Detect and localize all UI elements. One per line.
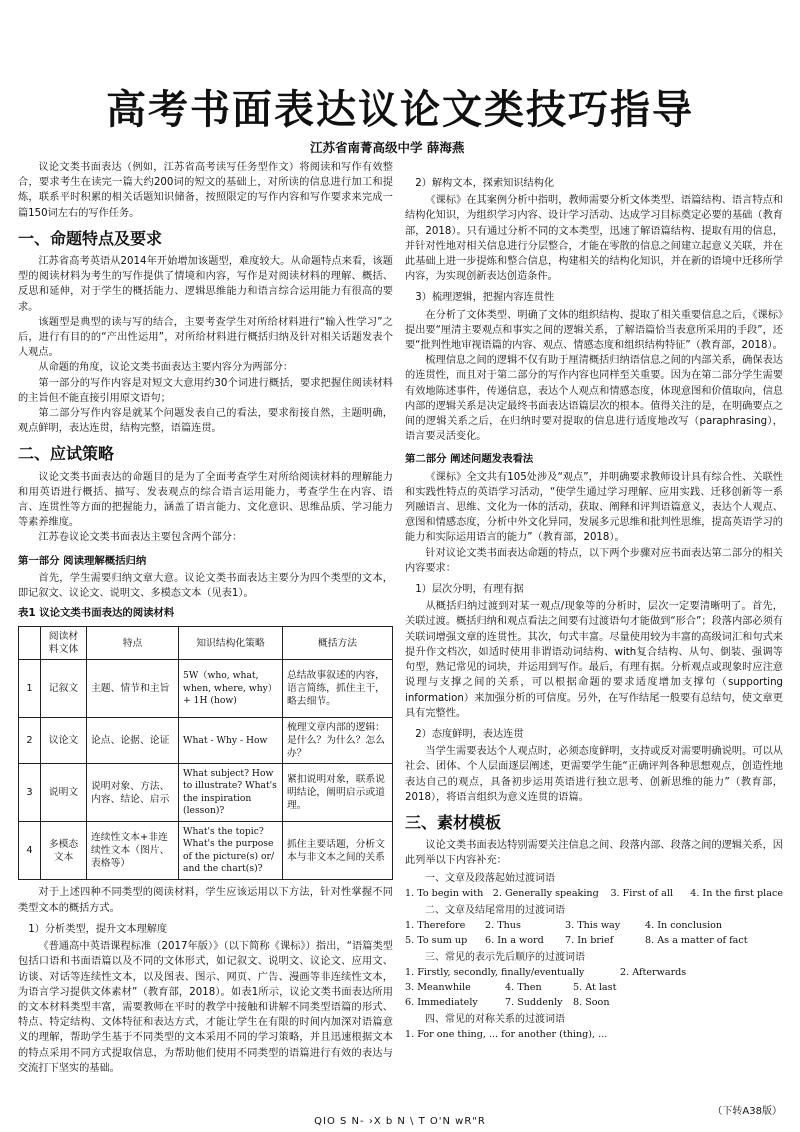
list-row xyxy=(405,933,783,948)
section-heading-1: 一、命题特点及要求 xyxy=(18,228,163,248)
table-cell: 3 xyxy=(19,764,41,822)
paragraph: 在分析了文体类型、明确了文体的组织结构、提取了相关重要信息之后，《课标》提出要“厘清主要观点和事实之间的逻辑关系，了解语篇恰当表意所采用的手段”，还要“批判性地审视语篇的内容、观点、情感态度和组织结构特征”（教育部，2018）。 xyxy=(405,309,783,352)
list-row xyxy=(405,886,783,901)
table-row xyxy=(19,822,393,880)
table-cell: 5W（who, what, when, where, why）+ 1H (how) xyxy=(179,660,283,718)
paragraph: 议论文类书面表达的命题目的是为了全面考查学生对所给阅读材料的理解能力和用英语进行概括、描写、发表观点的综合语言运用能力，考查学生在内容、语言、连贯性等方面的把握能力，涵盖了语言能力、文化意识、思维品质、学习能力等素养维度。 xyxy=(18,471,393,529)
table-caption: 表1 议论文类书面表达的阅读材料 xyxy=(18,607,175,620)
table-cell: What subject? How to illustrate? What's the inspiration (lesson)? xyxy=(179,764,283,822)
list-row xyxy=(405,965,783,980)
section-heading-3: 三、素材模板 xyxy=(405,812,502,832)
sub-heading: 2）态度鲜明，表达连贯 xyxy=(415,728,524,740)
sub-heading: 1）分析类型，提升文本理解度 xyxy=(28,923,168,935)
list-item: 3. First of all xyxy=(610,887,674,899)
list-item: 8. Soon xyxy=(573,996,610,1008)
sub-heading: 3）梳理逻辑，把握内容连贯性 xyxy=(415,292,555,304)
list-item: 1. Therefore xyxy=(405,919,466,931)
list-item: 5. At last xyxy=(573,981,617,993)
list-item: 2. Generally speaking xyxy=(492,887,599,899)
paragraph: 议论文类书面表达特别需要关注信息之间、段落内部、段落之间的逻辑关系，因此列举以下内容补充： xyxy=(405,840,783,867)
table-header-cell: 概括方法 xyxy=(283,627,393,660)
list-heading: 二、文章及结尾常用的过渡词语 xyxy=(425,904,565,916)
paragraph: 从概括归纳过渡到对某一观点/现象等的分析时，层次一定要清晰明了。首先，关联过渡。概括归纳和观点看法之间要有过渡语句才能做到“形合”；段落内部必须有关联词增强文章的连贯性。其次，句式丰富。尽量使用较为丰富的高级词汇和句式来提升作文档次，如适时使用非谓语动词结构、with复合结构、从句、倒装、强调等句型，熟记常见的词块，并运用到写作。最后，有理有据。分析观点或现象时应注意说理与支撑之间的关系，可以根据命题的要求适度增加支撑句（supporting information）来加强分析的可信度。另外，在写作结尾一般要有总结句，使文章更具有完整性。 xyxy=(405,601,783,719)
intro-paragraph: 议论文类书面表达（例如，江苏省高考读写任务型作文）将阅读和写作有效整合，要求考生在读完一篇大约200词的短文的基础上，对所读的信息进行加工和提炼，联系平时积累的相关话题知识储备，按照限定的写作内容和写作要求来完成一篇150词左右的写作任务。 xyxy=(18,162,393,219)
list-item: 4. In the first place xyxy=(690,887,783,899)
list-item: 8. As a matter of fact xyxy=(645,934,748,946)
list-row xyxy=(405,980,783,995)
paragraph: 针对议论文类书面表达命题的特点，以下两个步骤对应书面表达第二部分的相关内容要求： xyxy=(405,547,783,574)
table-cell: What - Why - How xyxy=(179,718,283,764)
table-cell: 1 xyxy=(19,660,41,718)
list-item: 1. To begin with xyxy=(405,887,484,899)
table-row xyxy=(19,764,393,822)
list-item: 6. In a word xyxy=(485,934,544,946)
paragraph: 梳理信息之间的逻辑不仅有助于厘清概括归纳语信息之间的内部关系，确保表达的连贯性，而且对于第二部分的写作内容也同样至关重要。因为在第二部分学生需要有效地陈述事件，传递信息，表达个人观点和情感态度，体现意图和价值取向，信息内部的逻辑关系是决定最终书面表达语篇层次的根本。值得关注的是，在明确要点之间的逻辑关系之后，在归纳时要对提取的信息进行适度地改写（paraphrasing），语言要灵活变化。 xyxy=(405,355,783,443)
right-column xyxy=(405,160,783,1042)
list-row xyxy=(405,918,783,933)
list-heading: 四、常见的对称关系的过渡词语 xyxy=(425,1013,565,1025)
list-row xyxy=(405,995,783,1010)
table-header-cell: 阅读材料文体 xyxy=(41,627,87,660)
paragraph: 江苏省高考英语从2014年开始增加该题型，难度较大。从命题特点来看，该题型的阅读材料为考生的写作提供了情境和内容，写作是对阅读材料的理解、概括、反思和延伸，对于学生的概括能力、逻辑思维能力和语言综合运用能力有很高的要求。 xyxy=(18,256,393,313)
sub-heading: 1）层次分明，有理有据 xyxy=(415,584,524,596)
table-cell: 说明文 xyxy=(41,764,87,822)
list-item: 4. In conclusion xyxy=(645,919,723,931)
list-item: 1. Firstly, secondly, finally/eventually xyxy=(405,966,585,978)
table-header-row xyxy=(19,627,393,660)
list-row xyxy=(405,1027,783,1042)
list-heading: 一、文章及段落起始过渡词语 xyxy=(425,872,555,884)
table-cell: 主题、情节和主旨 xyxy=(87,660,179,718)
page-footer: QIO S N- ›X b N \ T O'N wR"R xyxy=(314,1116,486,1127)
list-item: 3. This way xyxy=(565,919,621,931)
table-cell: 议论文 xyxy=(41,718,87,764)
list-item: 2. Thus xyxy=(485,919,521,931)
paragraph: 首先，学生需要归纳文章大意。议论文类书面表达主要分为四个类型的文本，即记叙文、议论文、说明文、多模态文本（见表1）。 xyxy=(18,572,393,600)
table-cell: 记叙文 xyxy=(41,660,87,718)
table-header-cell xyxy=(19,627,41,660)
paragraph: 《课标》全文共有105处涉及“观点”，并明确要求教师设计具有综合性、关联性和实践性特点的英语学习活动，“使学生通过学习理解、应用实践、迁移创新等一系列融语言、思维、文化为一体的活动，获取、阐释和评判语篇意义，表达个人观点、意图和情感态度，分析中外文化异同，发展多元思维和批判性思维，提高英语学习的能力和实际运用语言的能力”（教育部，2018）。 xyxy=(405,471,783,544)
table-cell: 梳理文章内部的逻辑：是什么？为什么？怎么办？ xyxy=(283,718,393,764)
table-cell: 紧扣说明对象，联系说明结论，阐明启示或道理。 xyxy=(283,764,393,822)
paragraph: 《课标》在其案例分析中指明，教师需要分析文体类型、语篇结构、语言特点和结构化知识，为组织学习内容、设计学习活动、达成学习目标奠定必要的基础（教育部，2018）。只有通过分析不同的文本类型，迅速了解语篇结构、提取有用的信息，并针对性地对相关信息进行分层整合，才能在零散的信息之间建立起意义关联，并在此基础上进一步提炼和整合信息，构建相关的结构化知识，并在新的语境中迁移所学内容，为实现创新表达创造条件。 xyxy=(405,195,783,283)
list-item: 3. Meanwhile xyxy=(405,981,471,993)
article-title: 高考书面表达议论文类技巧指导 xyxy=(106,87,694,133)
author-line: 江苏省南菁高级中学 薛海燕 xyxy=(310,140,465,155)
paragraph: 对于上述四种不同类型的阅读材料，学生应该运用以下方法，针对性掌握不同类型文本的概括方式。 xyxy=(18,887,393,914)
table-cell: 总结故事叙述的内容，语言简练，抓住主干，略去细节。 xyxy=(283,660,393,718)
table-header-cell: 特点 xyxy=(87,627,179,660)
paragraph: 《普通高中英语课程标准（2017年版）》（以下简称《课标》）指出，“语篇类型包括口语和书面语篇以及不同的文体形式，如记叙文、说明文、议论文、应用文、访谈、对话等连续性文本，以及图表、图示、网页、广告、漫画等非连续性文本，为语言学习提供文体素材”（教育部，2018）。如表1所示，议论文类书面表达所用的文本材料类型丰富，需要教师在平时的教学中接触和讲解不同类型语篇的形式、特点、特定结构、文体特征和表达方式，才能让学生在有限的时间内加深对语篇意义的理解，帮助学生基于不同类型的文本采用不同的学习策略，并且迅速根据文本的特点采用不同方式提取信息，为帮助他们使用不同类型的语篇进行有效的表达与交流打下坚实的基础。 xyxy=(18,941,393,1074)
list-item: 2. Afterwards xyxy=(620,966,687,978)
table-header-cell: 知识结构化策略 xyxy=(179,627,283,660)
paragraph: 当学生需要表达个人观点时，必须态度鲜明，支持或反对需要明确说明。可以从社会、团体、个人层面逐层阐述，更需要学生能“正确评判各种思想观点，创造性地表达自己的观点，具备初步运用英语进行独立思考、创新思维的能力”（教育部，2018），将语言组织为意义连贯的语篇。 xyxy=(405,746,783,803)
paragraph: 第一部分的写作内容是对短文大意用约30个词进行概括，要求把握住阅读材料的主旨但不能直接引用原文语句； xyxy=(18,377,393,404)
list-item: 5. To sum up xyxy=(405,934,468,946)
list-item: 6. Immediately xyxy=(405,996,478,1008)
paragraph: 第二部分写作内容是就某个问题发表自己的看法，要求衔接自然，主题明确，观点鲜明，表达连贯，结构完整，语篇连贯。 xyxy=(18,408,393,435)
paragraph: 江苏卷议论文类书面表达主要包含两个部分： xyxy=(38,532,243,544)
table-row xyxy=(19,660,393,718)
list-item: 7. Suddenly xyxy=(505,996,563,1008)
paragraph: 该题型是典型的读与写的结合，主要考查学生对所给材料进行“输入性学习”之后，进行有目的的“产出性运用”，对所给材料进行概括归纳及针对相关话题发表个人观点。 xyxy=(18,316,393,359)
part-heading: 第一部分 阅读理解概括归纳 xyxy=(18,554,147,567)
table-cell: 连续性文本+非连续性文本（图片、表格等） xyxy=(87,822,179,880)
list-item: 4. Then xyxy=(505,981,542,993)
table-cell: What's the topic? What's the purpose of the picture(s) or/ and the chart(s)? xyxy=(179,822,283,880)
sub-heading: 2）解构文本，探索知识结构化 xyxy=(415,178,555,189)
part-heading: 第二部分 阐述问题发表看法 xyxy=(405,453,534,466)
transition-word-list xyxy=(405,871,783,1042)
reading-material-table xyxy=(18,626,393,880)
table-cell: 说明对象、方法、内容、结论、启示 xyxy=(87,764,179,822)
list-item: 1. For one thing, ... for another (thing), ... xyxy=(405,1028,608,1040)
list-item: 7. In brief xyxy=(565,934,614,946)
table-cell: 4 xyxy=(19,822,41,880)
table-cell: 多模态文本 xyxy=(41,822,87,880)
table-row xyxy=(19,718,393,764)
list-heading: 三、常见的表示先后顺序的过渡词语 xyxy=(425,951,585,963)
continued-note: （下转A38版） xyxy=(712,1106,782,1117)
table-cell: 2 xyxy=(19,718,41,764)
section-heading-2: 二、应试策略 xyxy=(18,444,115,464)
left-column xyxy=(18,160,393,1076)
table-cell: 论点、论据、论证 xyxy=(87,718,179,764)
table-cell: 抓住主要话题，分析文本与非文本之间的关系 xyxy=(283,822,393,880)
paragraph: 从命题的角度，议论文类书面表达主要内容分为两部分： xyxy=(38,362,294,374)
